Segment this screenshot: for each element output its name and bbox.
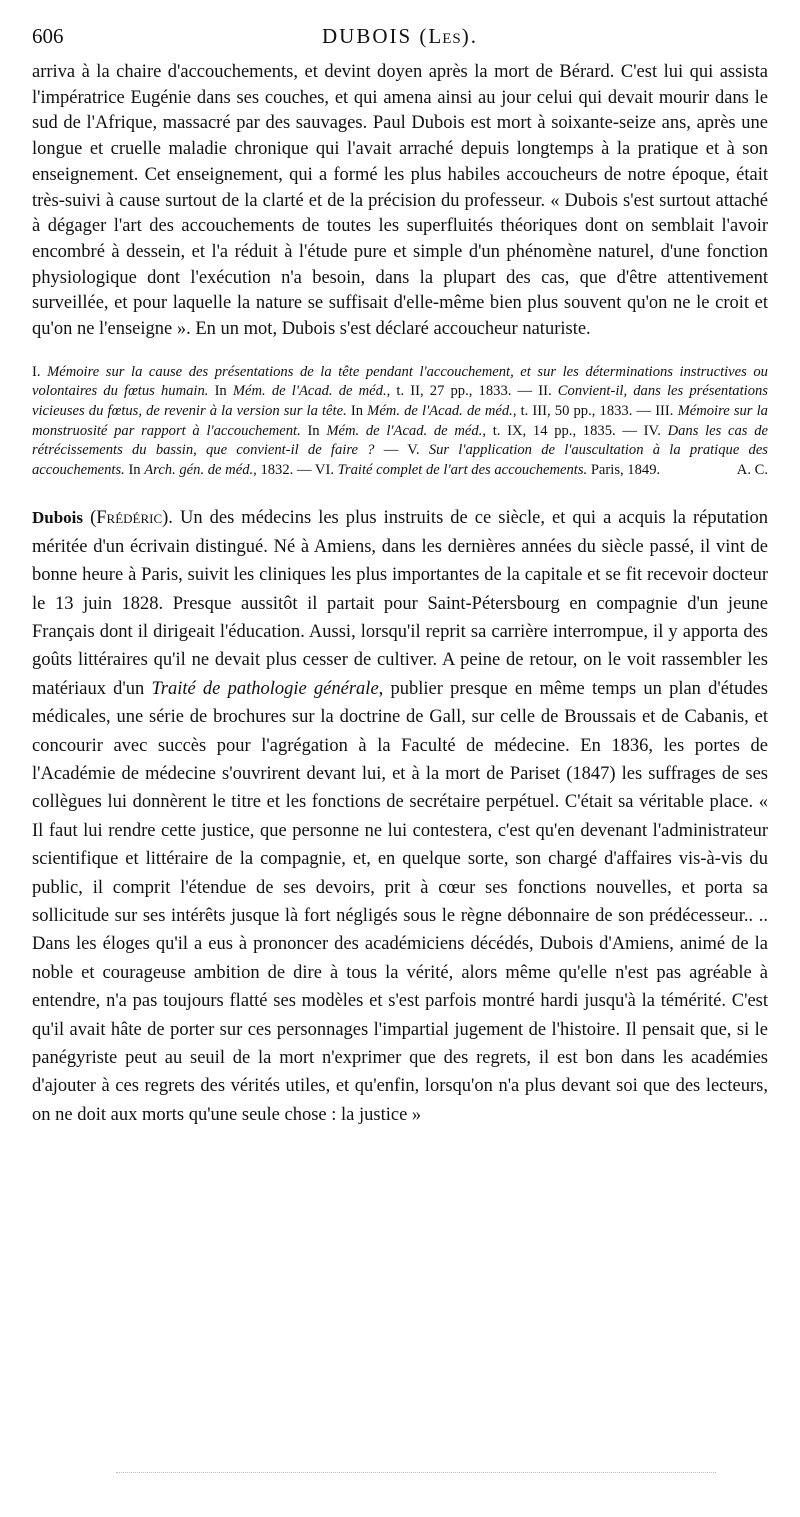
page-number: 606 [32, 24, 64, 48]
article-firstname: Frédéric [96, 508, 163, 529]
biblio-text: In [208, 383, 233, 400]
running-title [92, 24, 708, 49]
article-dubois-frederic [32, 504, 768, 1129]
punctuation: ). [162, 508, 180, 529]
biblio-journal: Mém. de l'Acad. de méd. [367, 402, 513, 419]
bibliography [32, 363, 768, 481]
biblio-title: Mémoire sur la monstruosité par rapport à l'accouchement. [32, 402, 768, 439]
biblio-text: Paris, 1849. [587, 461, 661, 478]
biblio-journal: Arch. gén. de méd. [144, 461, 254, 478]
biblio-text: In [124, 461, 145, 478]
biblio-journal: Mém. de l'Acad. de méd. [232, 383, 387, 400]
running-title-main: DUBOIS ( [321, 24, 429, 48]
biblio-text: I. [32, 363, 48, 380]
article-work-title: Traité de pathologie générale [151, 678, 379, 699]
biblio-title: Sur l'application de l'auscultation à la pratique des accouchements. [32, 442, 768, 478]
biblio-text: In [346, 402, 368, 419]
document-page [32, 24, 768, 1494]
biblio-text: , t. III, 50 pp., 1833. — III. [512, 402, 678, 419]
biblio-title: Convient-il, dans les présentations vicieuses du fœtus, de revenir à la version sur la tête. [32, 383, 768, 419]
biblio-title: Dans les cas de rétrécissements du bassin, que convient-il de faire ? [32, 422, 768, 459]
article-text: , publier presque en même temps un plan d'études médicales, une série de brochures sur la doctrine de Gall, sur celle de Broussais et de Cabanis, et concourir avec succès pour l'agrégation à la Faculté de médecine. En 1836, les portes de l'Académie de médecine s'ouvrirent devant lui, et à la mort de Pariset (1847) les suffrages de ses collègues lui donnèrent le titre et les fonctions de secrétaire perpétuel. C'était sa véritable place. « Il faut lui rendre cette justice, que personne ne lui contestera, c'est qu'en devenant l'administrateur scientifique et littéraire de la compagnie, et, en quelque sorte, son chargé d'affaires vis-à-vis du public, il comprit l'étendue de ses devoirs, prit à cœur ses fonctions nouvelles, et porta sa sollicitude sur ses intérêts jusque là fort négligés sous le règne débonnaire de son prédécesseur.. .. Dans les éloges qu'il a eus à prononcer des académiciens décédés, Dubois d'Amiens, animé de la noble et courageuse ambition de dire à tous la vérité, alors même qu'elle n'est pas agréable à entendre, n'a pas toujours flatté ses modèles et s'est parfois montré hardi jusqu'à la témérité. C'est qu'il avait hâte de porter sur ces personnages l'impartial jugement de l'histoire. Il pensait que, si le panégyriste peut au seuil de la mort n'exprimer que des regrets, il est bon dans les académies d'ajouter à ces regrets des vérités utiles, et qu'enfin, lorsqu'on n'a plus devant soi que des lecteurs, on ne doit aux morts qu'une seule chose : la justice » [32, 678, 768, 1125]
author-signature: A. C. [736, 461, 768, 478]
biblio-text: , t. II, 27 pp., 1833. — II. [386, 383, 558, 400]
biblio-text: — V. [374, 442, 429, 459]
biblio-text: , 1832. — VI. [253, 461, 338, 478]
biblio-text: In [300, 422, 327, 439]
footer-bleedthrough-line [116, 1472, 716, 1473]
running-header [32, 24, 768, 60]
biblio-text: , t. IX, 14 pp., 1835. — IV. [482, 422, 668, 439]
running-title-end: ). [461, 24, 478, 48]
biblio-journal: Mém. de l'Acad. de méd. [326, 422, 483, 439]
continuation-paragraph: arriva à la chaire d'accouchements, et devint doyen après la mort de Bérard. C'est lui qui assista l'impératrice Eugénie dans ses couches, et qui amena ainsi au jour celui qui devait mourir dans le sud de l'Afrique, massacré par des sauvages. Paul Dubois est mort à soixante-seize ans, après une longue et cruelle maladie chronique qui l'avait arraché depuis longtemps à la pratique et à son enseignement. Cet enseignement, qui a formé les plus habiles accoucheurs de notre époque, était très-suivi à cause surtout de la clarté et de la précision du professeur. « Dubois s'est surtout attaché à dégager l'art des accouchements de toutes les superfluités théoriques dont on semblait l'avoir encombré à dessein, et l'a réduit à l'étude pure et simple d'un phénomène naturel, d'une fonction physiologique dont l'exécution n'a besoin, dans la plupart des cas, que d'être attentivement surveillée, et pour laquelle la nature se suffisait d'elle-même bien plus souvent qu'on ne le croit et qu'on ne l'enseigne ». En un mot, Dubois s'est déclaré accoucheur naturiste. [32, 62, 768, 340]
biblio-title: Traité complet de l'art des accouchements. [337, 461, 588, 478]
running-title-smallcaps: Les [428, 24, 462, 48]
punctuation: ( [83, 508, 97, 529]
biblio-title: Mémoire sur la cause des présentations de la tête pendant l'accouchement, et sur les déterminations instructives ou volontaires du fœtus humain. [32, 363, 768, 400]
article-text: Un des médecins les plus instruits de ce siècle, et qui a acquis la réputation méritée d'un écrivain distingué. Né à Amiens, dans les dernières années du siècle passé, il vint de bonne heure à Paris, suivit les cliniques les plus importantes de la capitale et se fit recevoir docteur le 13 juin 1828. Presque aussitôt il partait pour Saint-Pétersbourg en compagnie d'un jeune Français dont il dirigeait l'éducation. Aussi, lorsqu'il reprit sa carrière interrompue, il y apporta des goûts littéraires qu'il ne devait plus cesser de cultiver. A peine de retour, on le voit rassembler les matériaux d'un [32, 508, 768, 699]
article-headword: Dubois [32, 508, 84, 528]
